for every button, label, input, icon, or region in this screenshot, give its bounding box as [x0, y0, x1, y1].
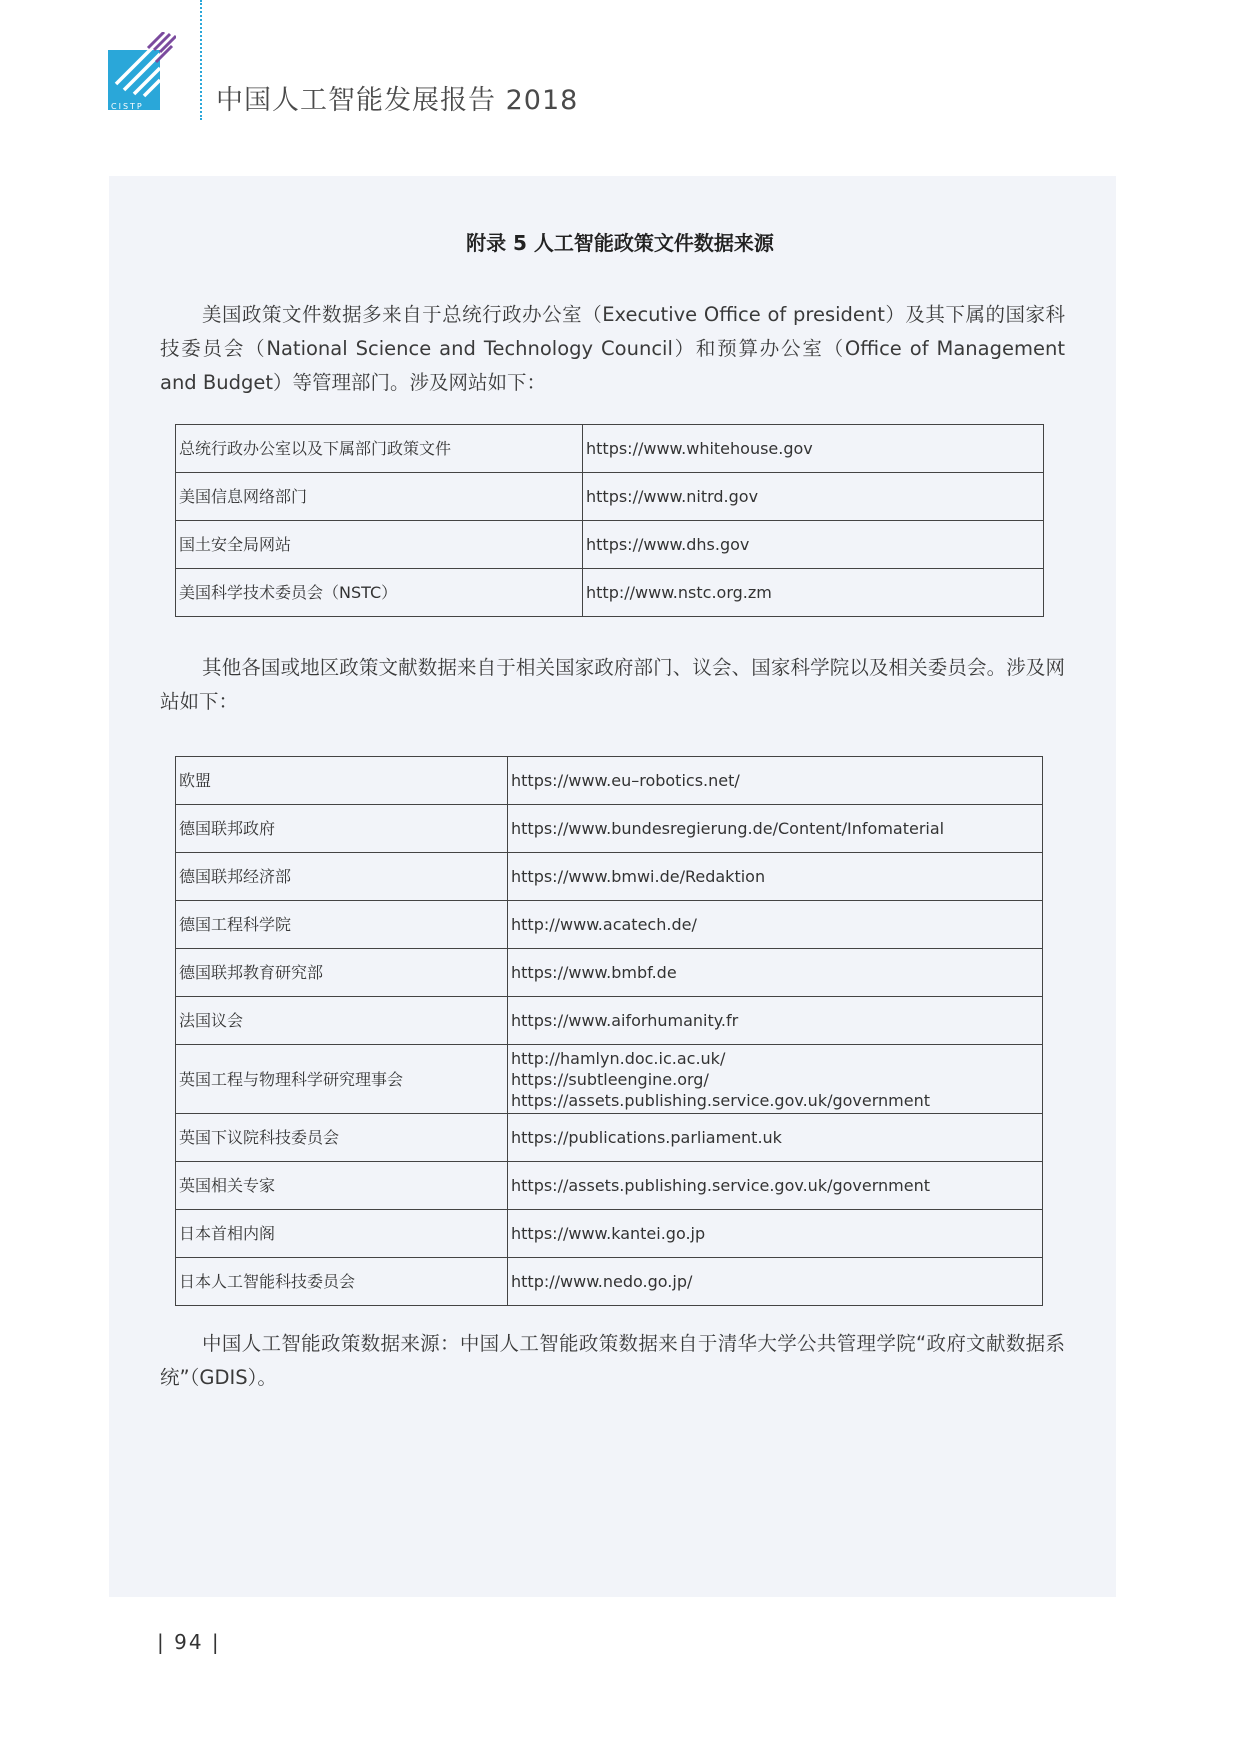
source-url[interactable]: https://assets.publishing.service.gov.uk/government — [511, 1090, 931, 1110]
table-row — [176, 901, 1043, 949]
us-sources-paragraph: 美国政策文件数据多来自于总统行政办公室（Executive Office of president）及其下属的国家科技委员会（National Science and Technology Council）和预算办公室（Office of Management and Budget）等管理部门。涉及网站如下： — [160, 303, 1065, 394]
source-url[interactable]: https://assets.publishing.service.gov.uk/government — [508, 1162, 1043, 1210]
table-row — [176, 521, 1044, 569]
svg-text:CISTP: CISTP — [111, 102, 144, 111]
source-url[interactable]: http://www.acatech.de/ — [508, 901, 1043, 949]
source-name: 德国联邦政府 — [176, 805, 508, 853]
table-row — [176, 569, 1044, 617]
table-row — [176, 949, 1043, 997]
source-name: 美国科学技术委员会（NSTC） — [176, 569, 583, 617]
source-url[interactable]: https://www.bmwi.de/Redaktion — [508, 853, 1043, 901]
china-sources-paragraph: 中国人工智能政策数据来源：中国人工智能政策数据来自于清华大学公共管理学院“政府文献数据系统”（GDIS）。 — [160, 1332, 1065, 1389]
table-row — [176, 473, 1044, 521]
source-name: 欧盟 — [176, 757, 508, 805]
source-name: 英国相关专家 — [176, 1162, 508, 1210]
us-sources-table — [175, 424, 1044, 617]
source-url[interactable]: https://www.whitehouse.gov — [583, 425, 1044, 473]
source-name: 德国工程科学院 — [176, 901, 508, 949]
source-url-list — [508, 1045, 1043, 1114]
report-title: 中国人工智能发展报告 2018 — [216, 85, 579, 116]
other-sources-paragraph: 其他各国或地区政策文献数据来自于相关国家政府部门、议会、国家科学院以及相关委员会。涉及网站如下： — [160, 656, 1065, 713]
appendix-title: 附录 5 人工智能政策文件数据来源 — [466, 231, 774, 255]
source-url[interactable]: http://www.nedo.go.jp/ — [508, 1258, 1043, 1306]
source-name: 总统行政办公室以及下属部门政策文件 — [176, 425, 583, 473]
page-number-value: 94 — [174, 1630, 204, 1654]
source-url[interactable]: https://www.dhs.gov — [583, 521, 1044, 569]
source-name: 英国下议院科技委员会 — [176, 1114, 508, 1162]
source-name: 德国联邦教育研究部 — [176, 949, 508, 997]
table-row — [176, 1258, 1043, 1306]
source-name: 法国议会 — [176, 997, 508, 1045]
table-row — [176, 805, 1043, 853]
source-name: 国土安全局网站 — [176, 521, 583, 569]
source-name: 美国信息网络部门 — [176, 473, 583, 521]
table-row — [176, 1162, 1043, 1210]
table-row — [176, 1114, 1043, 1162]
source-url[interactable]: http://hamlyn.doc.ic.ac.uk/ — [511, 1048, 726, 1068]
header-divider — [200, 0, 202, 120]
other-sources-table — [175, 756, 1043, 1306]
cistp-logo — [108, 32, 176, 112]
table-row — [176, 1210, 1043, 1258]
source-url[interactable]: https://publications.parliament.uk — [508, 1114, 1043, 1162]
table-row — [176, 997, 1043, 1045]
source-name: 英国工程与物理科学研究理事会 — [176, 1045, 508, 1114]
table-row — [176, 425, 1044, 473]
source-url[interactable]: https://www.kantei.go.jp — [508, 1210, 1043, 1258]
source-url[interactable]: https://subtleengine.org/ — [511, 1069, 709, 1089]
source-url[interactable]: https://www.eu–robotics.net/ — [508, 757, 1043, 805]
source-url[interactable]: https://www.nitrd.gov — [583, 473, 1044, 521]
table-row — [176, 853, 1043, 901]
source-name: 德国联邦经济部 — [176, 853, 508, 901]
source-url[interactable]: https://www.bmbf.de — [508, 949, 1043, 997]
source-name: 日本首相内阁 — [176, 1210, 508, 1258]
page-number: | 94 | — [157, 1630, 221, 1654]
source-url[interactable]: https://www.aiforhumanity.fr — [508, 997, 1043, 1045]
source-name: 日本人工智能科技委员会 — [176, 1258, 508, 1306]
source-url[interactable]: http://www.nstc.org.zm — [583, 569, 1044, 617]
table-row — [176, 1045, 1043, 1114]
source-url[interactable]: https://www.bundesregierung.de/Content/Infomaterial — [508, 805, 1043, 853]
table-row — [176, 757, 1043, 805]
